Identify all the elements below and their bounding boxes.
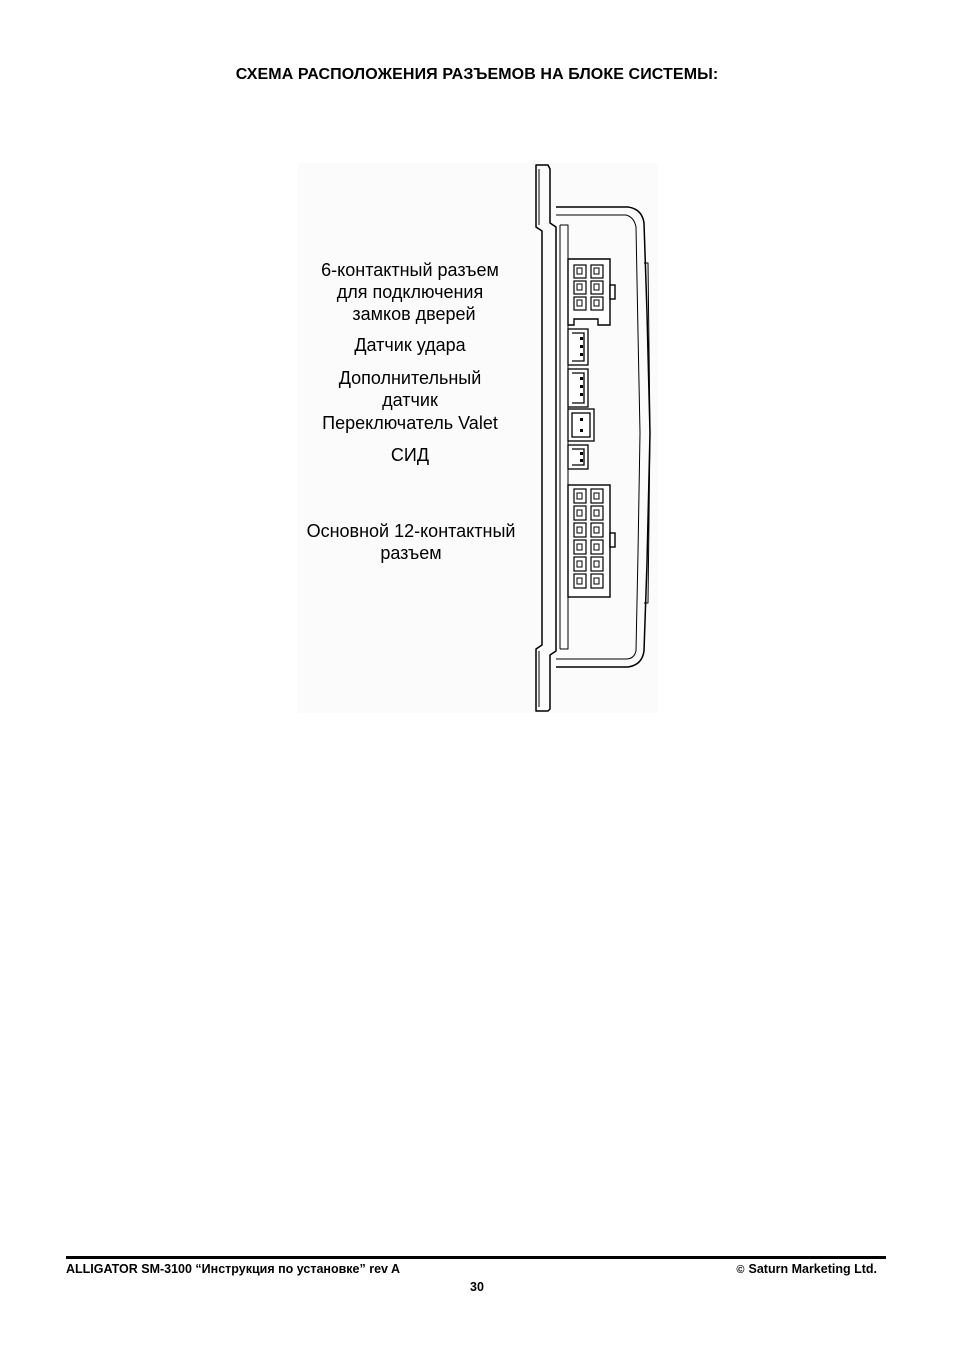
- led-connector: [568, 445, 588, 469]
- page-number: 30: [470, 1280, 484, 1294]
- valet-switch-connector: [568, 409, 594, 441]
- control-unit-side-view: [298, 163, 658, 713]
- extra-sensor-connector: [568, 369, 588, 407]
- shock-sensor-connector: [568, 329, 588, 365]
- label-line: для подключения: [336, 282, 484, 302]
- label-line: замков дверей: [352, 304, 476, 324]
- label-shock-sensor: Датчик удара: [354, 335, 466, 355]
- copyright-symbol: ©: [736, 1264, 745, 1276]
- label-line: разъем: [380, 543, 442, 563]
- page-title: СХЕМА РАСПОЛОЖЕНИЯ РАЗЪЕМОВ НА БЛОКЕ СИСТЕМЫ:: [235, 66, 719, 83]
- label-valet-switch: Переключатель Valet: [322, 413, 498, 433]
- footer-document-title: ALLIGATOR SM-3100 “Инструкция по установке” rev A: [66, 1262, 401, 1276]
- label-line: Основной 12-контактный: [306, 521, 516, 541]
- label-line: 6-контактный разъем: [321, 260, 499, 280]
- label-line: Дополнительный: [338, 368, 482, 388]
- connector-diagram: [298, 163, 658, 713]
- label-led: СИД: [390, 445, 430, 465]
- footer-copyright: [736, 1262, 877, 1276]
- label-line: датчик: [382, 390, 438, 410]
- footer-company: Saturn Marketing Ltd.: [748, 1262, 877, 1276]
- mounting-flange-top: [536, 165, 556, 711]
- footer-divider: [66, 1256, 886, 1259]
